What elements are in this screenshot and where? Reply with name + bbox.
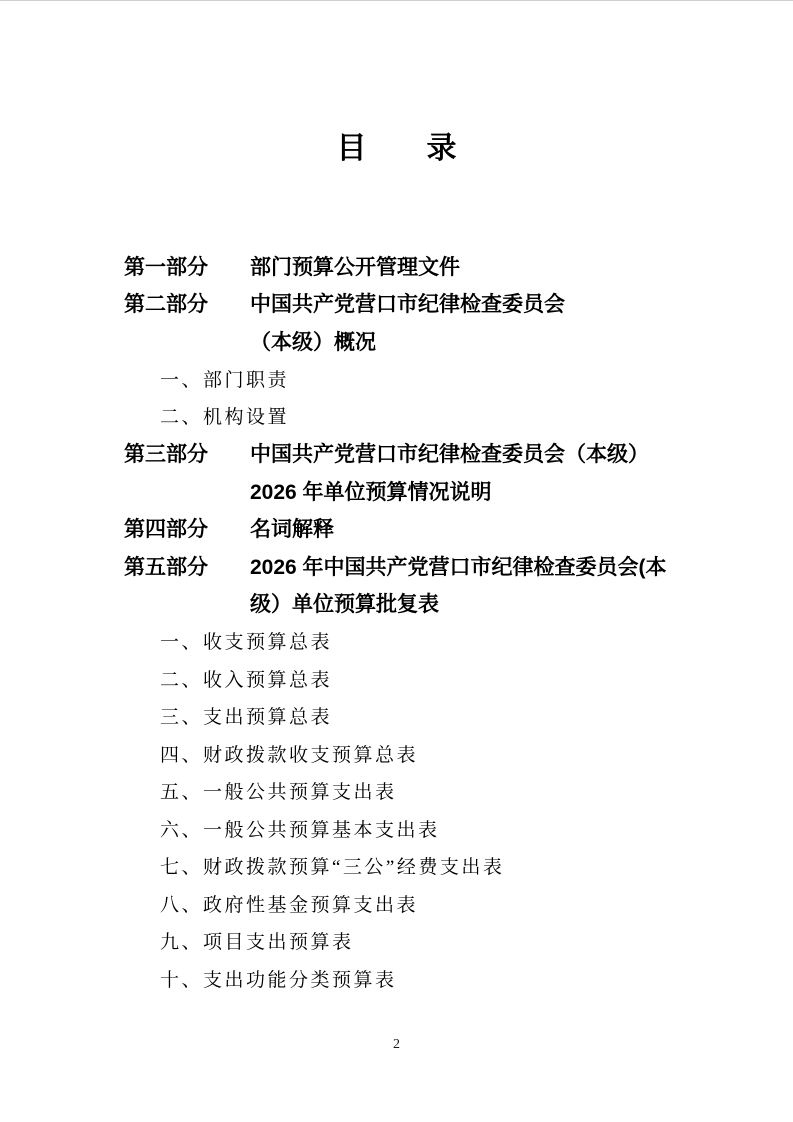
toc-sub-item bbox=[0, 885, 793, 923]
table-of-contents bbox=[0, 247, 793, 997]
toc-item-text: 六、一般公共预算基本支出表 bbox=[160, 819, 440, 841]
toc-part-label: 第五部分 bbox=[124, 555, 208, 579]
toc-sub-item bbox=[0, 697, 793, 735]
toc-sub-item bbox=[0, 735, 793, 773]
toc-part-5 bbox=[0, 547, 793, 585]
toc-item-text: 九、项目支出预算表 bbox=[160, 932, 354, 954]
toc-part-2 bbox=[0, 285, 793, 323]
toc-item-text: 一、收支预算总表 bbox=[160, 632, 333, 654]
toc-part-label: 第四部分 bbox=[124, 518, 208, 542]
toc-item-text: 三、支出预算总表 bbox=[160, 707, 333, 729]
toc-sub-item bbox=[0, 660, 793, 698]
toc-part-title: 中国共产党营口市纪律检查委员会 bbox=[250, 293, 565, 317]
toc-sub-item bbox=[0, 772, 793, 810]
toc-part-title: 2026 年中国共产党营口市纪律检查委员会(本 bbox=[250, 555, 667, 579]
toc-sub-item bbox=[0, 960, 793, 998]
toc-part-2-continuation bbox=[0, 322, 793, 360]
toc-part-title-wrap: 2026 年单位预算情况说明 bbox=[250, 480, 492, 504]
toc-sub-item bbox=[0, 922, 793, 960]
toc-part-4 bbox=[0, 510, 793, 548]
toc-item-text: 七、财政拨款预算“三公”经费支出表 bbox=[160, 857, 505, 879]
toc-part-3-continuation bbox=[0, 472, 793, 510]
toc-item-text: 八、政府性基金预算支出表 bbox=[160, 894, 419, 916]
toc-part-title: 部门预算公开管理文件 bbox=[250, 255, 460, 279]
toc-part-title: 中国共产党营口市纪律检查委员会（本级） bbox=[250, 443, 649, 467]
toc-part-label: 第一部分 bbox=[124, 255, 208, 279]
toc-item-text: 四、财政拨款收支预算总表 bbox=[160, 744, 419, 766]
toc-sub-item bbox=[0, 810, 793, 848]
toc-item-text: 五、一般公共预算支出表 bbox=[160, 782, 397, 804]
toc-part-title-wrap: （本级）概况 bbox=[250, 330, 376, 354]
toc-item-text: 二、收入预算总表 bbox=[160, 669, 333, 691]
toc-sub-item bbox=[0, 622, 793, 660]
toc-item-text: 二、机构设置 bbox=[160, 407, 290, 429]
toc-part-label: 第二部分 bbox=[124, 293, 208, 317]
toc-sub-item bbox=[0, 360, 793, 398]
toc-part-5-continuation bbox=[0, 585, 793, 623]
page-title: 目 录 bbox=[336, 132, 457, 165]
toc-item-text: 十、支出功能分类预算表 bbox=[160, 969, 397, 991]
toc-part-label: 第三部分 bbox=[124, 443, 208, 467]
toc-part-1 bbox=[0, 247, 793, 285]
toc-item-text: 一、部门职责 bbox=[160, 369, 290, 391]
toc-part-3 bbox=[0, 435, 793, 473]
toc-sub-item bbox=[0, 397, 793, 435]
toc-part-title: 名词解释 bbox=[250, 518, 334, 542]
toc-part-title-wrap: 级）单位预算批复表 bbox=[250, 593, 439, 617]
page-number: 2 bbox=[393, 1037, 400, 1052]
toc-sub-item bbox=[0, 847, 793, 885]
